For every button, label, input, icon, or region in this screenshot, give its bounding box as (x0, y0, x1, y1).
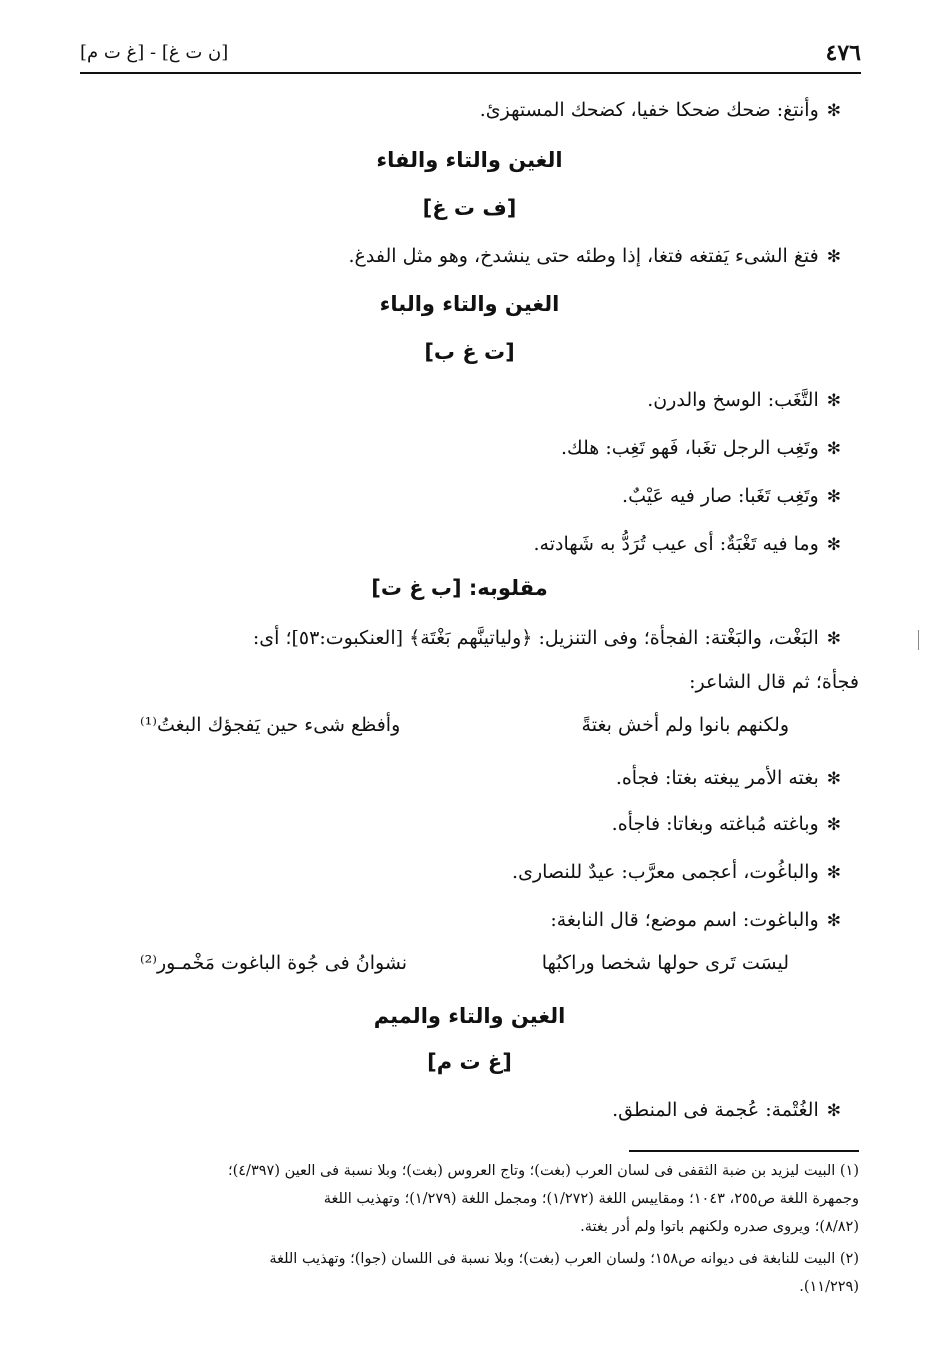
footnote-line: (٨/٨٢)؛ ويروى صدره ولكنهم باتوا ولم أدر بغتة. (580, 1219, 859, 1235)
asterisk-star-icon: ✻ (826, 769, 841, 789)
root-heading: [ت غ ب] (424, 340, 515, 364)
margin-mark (918, 630, 919, 650)
footnote-line: (٢) البيت للنابغة فى ديوانه ص١٥٨؛ ولسان العرب (بغت)؛ وبلا نسبة فى اللسان (جوا)؛ وتهذيب اللغة (269, 1251, 859, 1267)
entry-text: والباغُوت، أعجمى معرَّب: عيدٌ للنصارى. (512, 861, 819, 883)
asterisk-star-icon: ✻ (826, 1101, 841, 1121)
root-heading: [غ ت م] (427, 1050, 512, 1074)
verse-hemistich-first: ولكنهم بانوا ولم أخش بغتةً (581, 714, 789, 736)
root-heading: [ف ت غ] (422, 196, 517, 220)
asterisk-star-icon: ✻ (826, 815, 841, 835)
asterisk-star-icon: ✻ (826, 911, 841, 931)
entry-text: وتَغِب الرجل تغَبا، فَهو تَغِب: هلك. (560, 437, 819, 459)
entry (612, 1096, 841, 1125)
entry-text: البَغْت، والبَغْتة: الفجأة؛ وفى التنزيل: ﴿ولياتينَّهم بَغْتَة﴾ [العنكبوت:٥٣]؛ أى: (252, 627, 819, 649)
entry (647, 386, 841, 415)
asterisk-star-icon: ✻ (826, 863, 841, 883)
entry-text: فتغ الشىء يَفتغه فتغا، إذا وطئه حتى ينشدخ، وهو مثل الفدغ. (348, 245, 819, 267)
entry (534, 530, 841, 559)
entry-text: بغته الأمر يبغته بغتا: فجأه. (615, 767, 819, 789)
root-heading-inverted: مقلوبه: [ب غ ت] (371, 576, 548, 600)
asterisk-star-icon: ✻ (826, 391, 841, 411)
entry-continuation: فجأة؛ ثم قال الشاعر: (689, 671, 859, 693)
page-header (80, 38, 861, 74)
verse-hemistich-second: نشوانُ فى جُوة الباغوت مَخْمـور⁽²⁾ (140, 952, 408, 974)
entry (349, 242, 841, 271)
page-number: ٤٧٦ (825, 40, 861, 66)
entry (512, 858, 841, 887)
entry (550, 906, 841, 935)
footnote-line: (١١/٢٢٩). (799, 1279, 859, 1295)
entry-text: التَّغَب: الوسخ والدرن. (647, 389, 819, 411)
asterisk-star-icon: ✻ (826, 439, 841, 459)
asterisk-star-icon: ✻ (826, 629, 841, 649)
verse-hemistich-second: وأفظع شىء حين يَفجؤك البغتُ⁽¹⁾ (140, 714, 401, 736)
footnote-line: وجمهرة اللغة ص٢٥٥، ١٠٤٣؛ ومقاييس اللغة (١/٢٧٢)؛ ومجمل اللغة (١/٢٧٩)؛ وتهذيب اللغة (323, 1191, 859, 1207)
entry (480, 96, 841, 125)
entry (616, 764, 841, 793)
entry (622, 482, 841, 511)
section-heading: الغين والتاء والباء (379, 292, 560, 316)
section-heading: الغين والتاء والفاء (376, 148, 563, 172)
entry-text: وأنتغ: ضحك ضحكا خفيا، كضحك المستهزئ. (479, 99, 819, 121)
entry (612, 810, 841, 839)
asterisk-star-icon: ✻ (826, 487, 841, 507)
entry (253, 624, 841, 653)
entry-text: وباغته مُباغته وبغاتا: فاجأه. (611, 813, 819, 835)
verse-hemistich-first: ليسَت تَرى حولها شخصا وراكبُها (541, 952, 789, 974)
footnote-separator (629, 1150, 859, 1152)
entry-text: والباغوت: اسم موضع؛ قال النابغة: (550, 909, 819, 931)
entry-text: وتَغِب تَغَبا: صار فيه عَيْبٌ. (622, 485, 819, 507)
footnote-line: (١) البيت ليزيد بن ضبة الثقفى فى لسان العرب (بغت)؛ وتاج العروس (بغت)؛ وبلا نسبة فى العين (٤/٣٩٧)؛ (227, 1163, 859, 1179)
asterisk-star-icon: ✻ (826, 535, 841, 555)
roots-range: [ن ت غ] - [غ ت م] (80, 42, 229, 63)
asterisk-star-icon: ✻ (826, 247, 841, 267)
entry-text: وما فيه تَغْبَةٌ: أى عيب تُرَدُّ به شَهادته. (533, 533, 819, 555)
section-heading: الغين والتاء والميم (373, 1004, 566, 1028)
entry (561, 434, 841, 463)
entry-text: الغُتْمة: عُجمة فى المنطق. (612, 1099, 819, 1121)
asterisk-star-icon: ✻ (826, 101, 841, 121)
